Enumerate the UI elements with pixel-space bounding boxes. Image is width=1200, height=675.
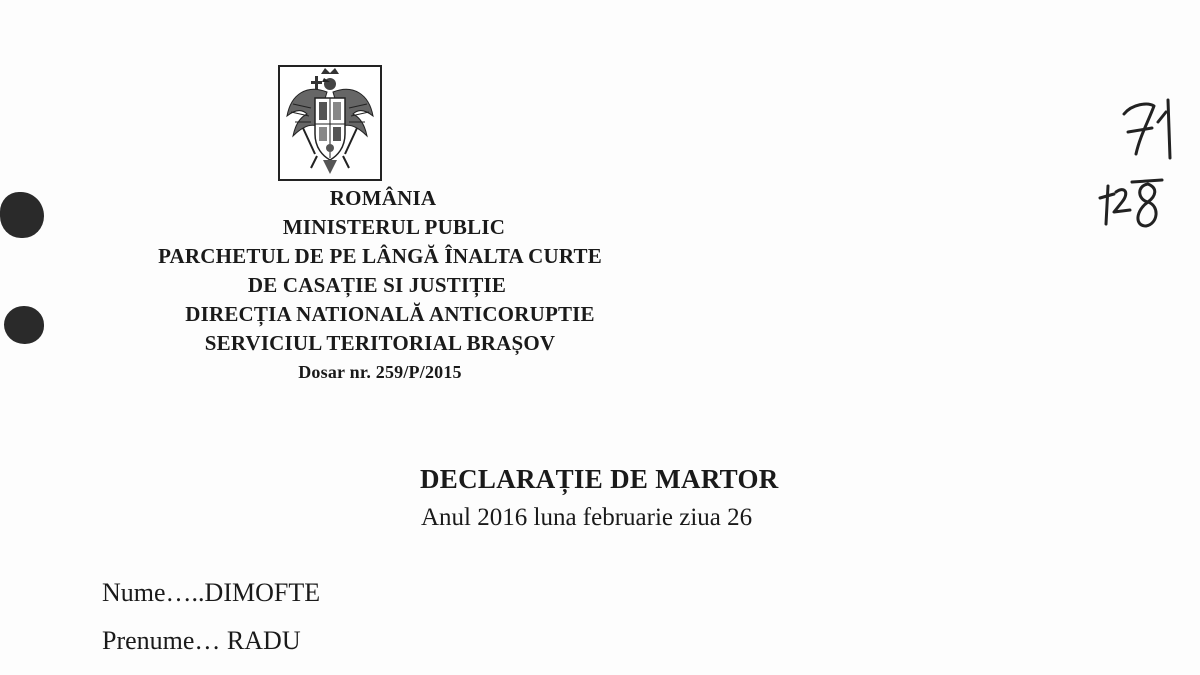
witness-surname-field: Nume…..DIMOFTE xyxy=(102,578,321,607)
header-ministry: MINISTERUL PUBLIC xyxy=(282,215,506,239)
header-court: DE CASAȚIE SI JUSTIȚIE xyxy=(247,273,507,297)
punch-hole-top xyxy=(0,192,44,238)
institution-header xyxy=(100,184,680,387)
document-date: Anul 2016 luna februarie ziua 26 xyxy=(421,504,753,531)
header-prosecutor-office: PARCHETUL DE PE LÂNGĂ ÎNALTA CURTE xyxy=(158,244,602,268)
header-territorial-service: SERVICIUL TERITORIAL BRAȘOV xyxy=(204,331,556,355)
case-number: Dosar nr. 259/P/2015 xyxy=(298,362,462,382)
witness-given-name-field: Prenume… RADU xyxy=(102,626,301,655)
coat-of-arms-icon xyxy=(277,64,383,182)
header-directorate: DIRECȚIA NATIONALĂ ANTICORUPTIE xyxy=(185,302,595,326)
document-title: DECLARAȚIE DE MARTOR xyxy=(420,464,779,494)
handwritten-page-number xyxy=(1118,92,1188,162)
punch-hole-bottom xyxy=(4,306,44,344)
header-country: ROMÂNIA xyxy=(329,186,437,210)
handwritten-mark xyxy=(1096,176,1168,236)
